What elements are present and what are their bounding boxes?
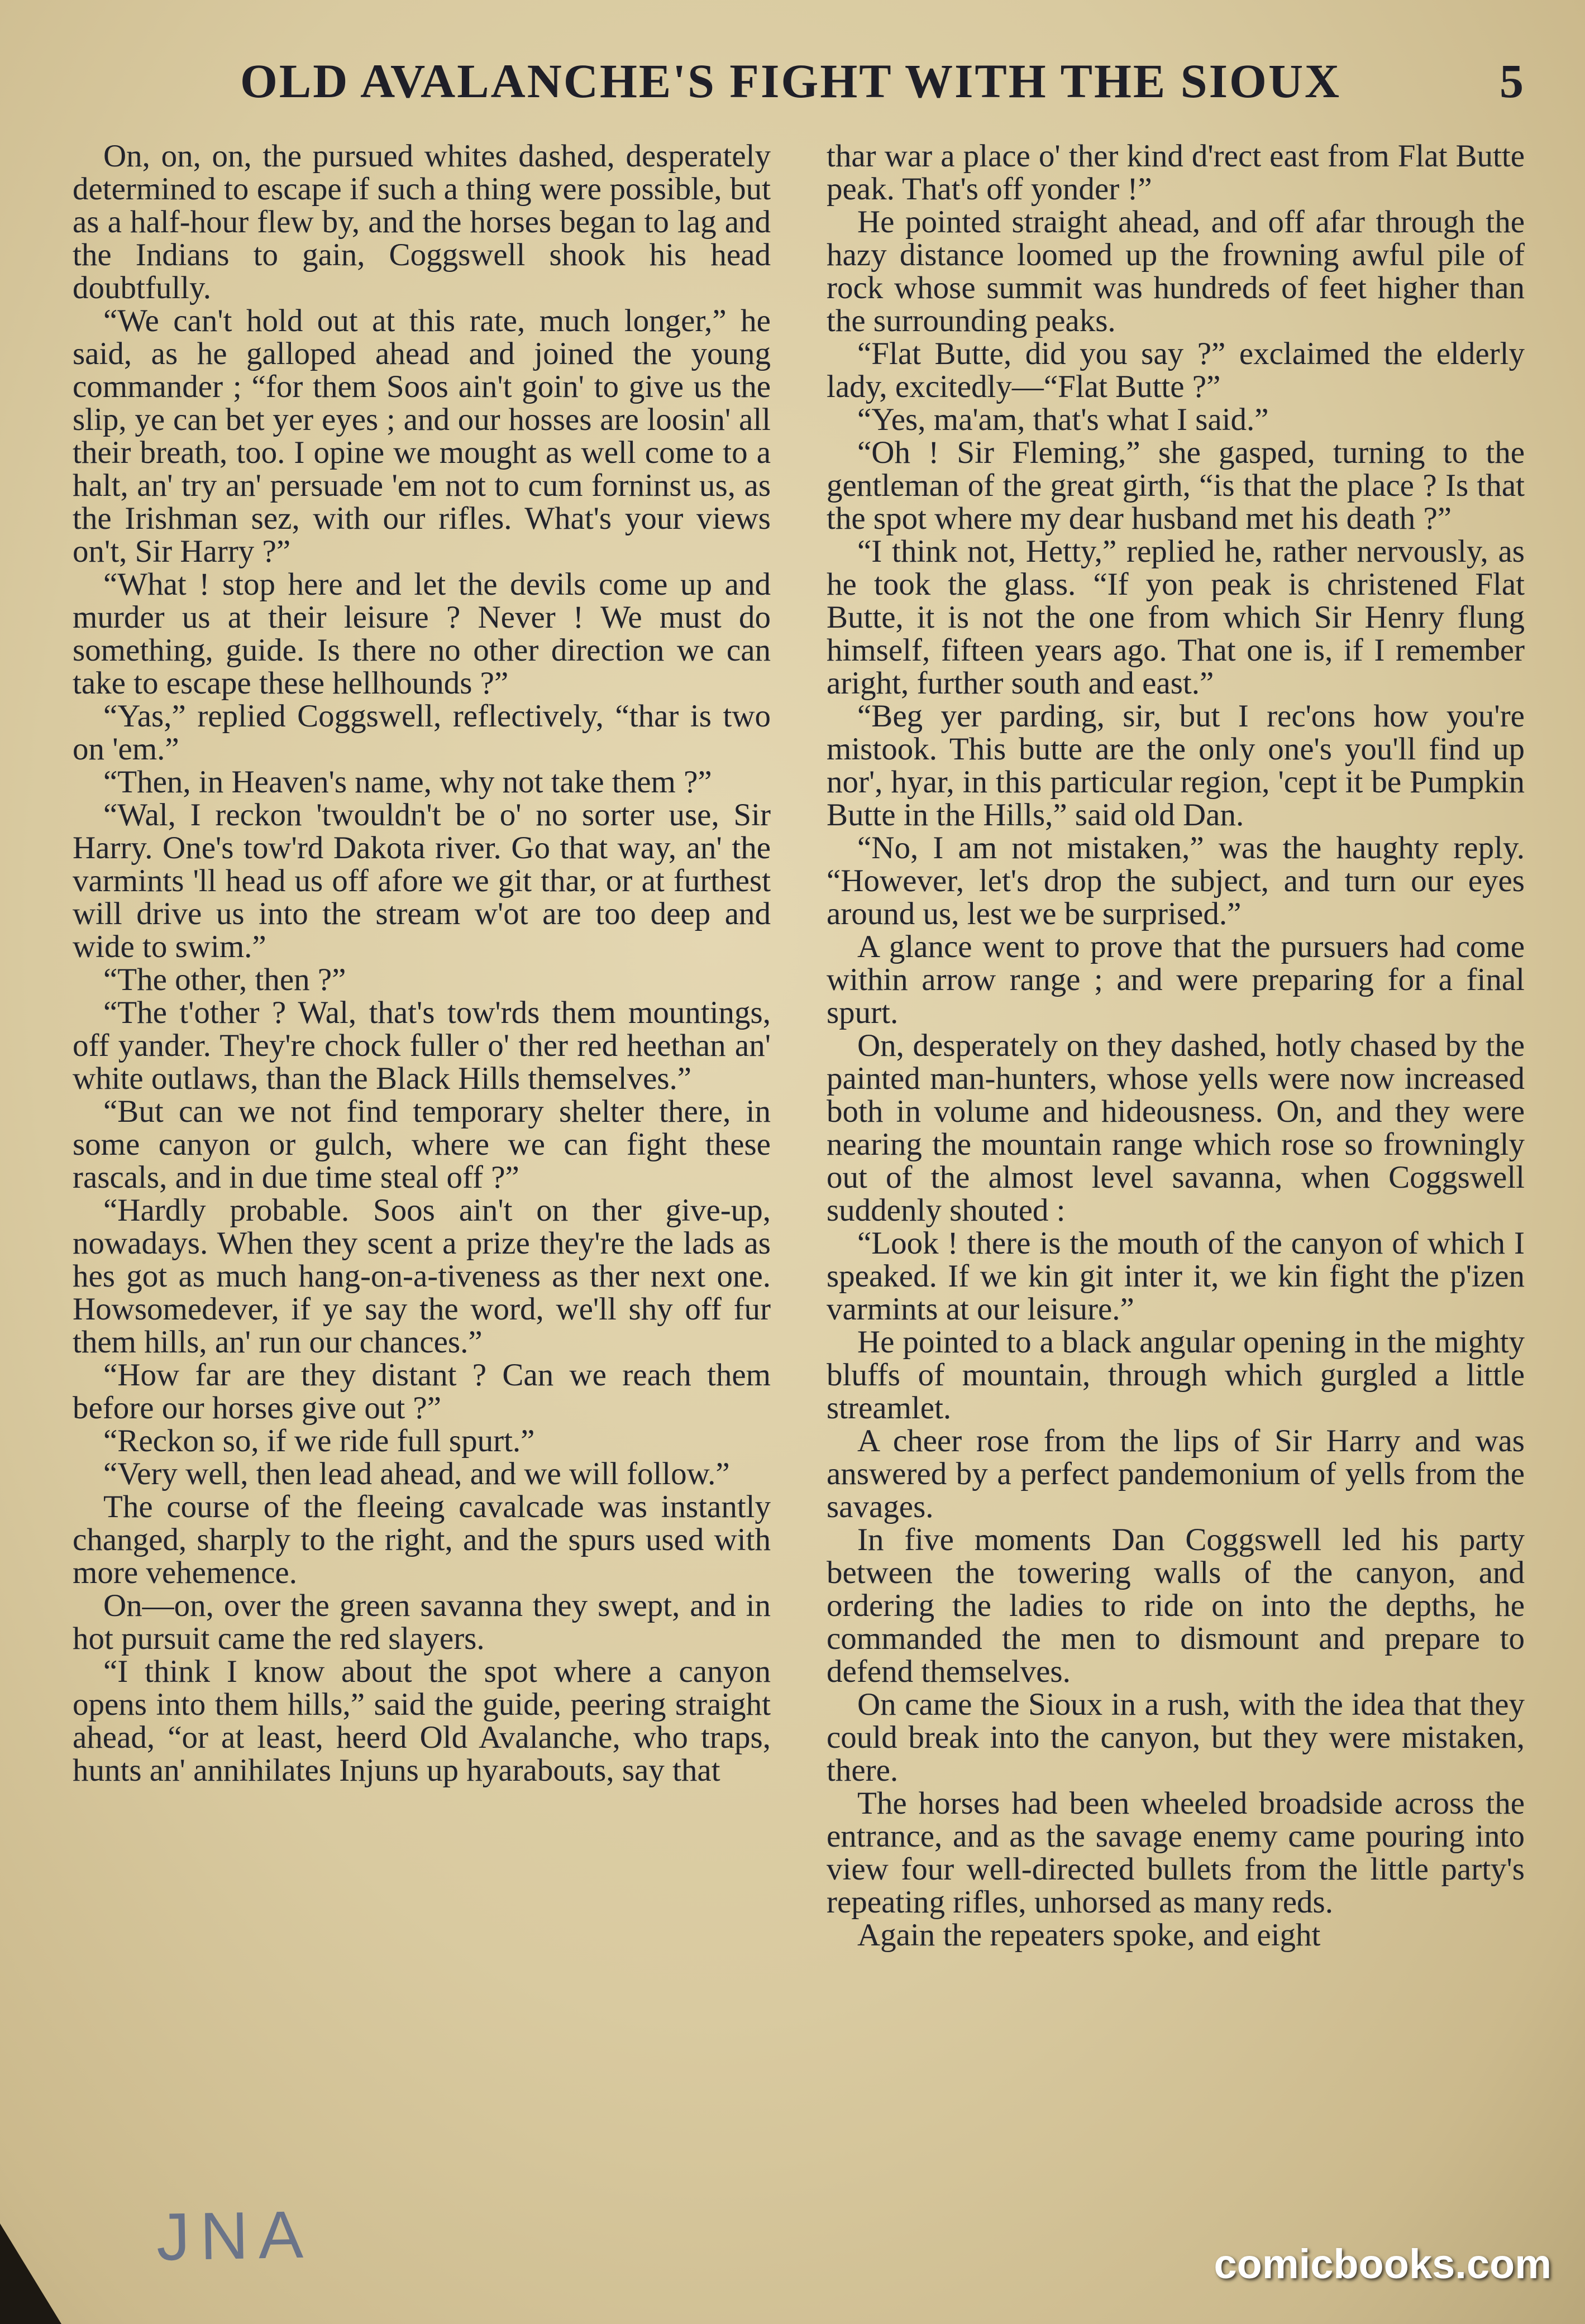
paragraph: “Wal, I reckon 'twouldn't be o' no sorter use, Sir Harry. One's tow'rd Dakota river. Go that way, an' the varmints 'll head us off afore we git thar, or at furthest will drive us into the stream w'ot are too deep and wide to swim.” — [73, 797, 771, 964]
paragraph: “Hardly probable. Soos ain't on ther give-up, nowadays. When they scent a prize they're the lads as hes got as much hang-on-a-tiveness as ther next one. Howsomedever, if ye say the word, we'll shy off fur them hills, an' run our chances.” — [73, 1193, 771, 1360]
paragraph: A cheer rose from the lips of Sir Harry and was answered by a perfect pandemonium of yells from the savages. — [827, 1423, 1525, 1524]
paragraph: A glance went to prove that the pursuers had come within arrow range ; and were preparing for a final spurt. — [827, 929, 1525, 1030]
left-column — [73, 140, 771, 1787]
paragraph: “No, I am not mistaken,” was the haughty reply. “However, let's drop the subject, and turn our eyes around us, lest we be surprised.” — [827, 830, 1525, 931]
paragraph: “How far are they distant ? Can we reach them before our horses give out ?” — [73, 1357, 771, 1426]
ink-stamp: JNA — [155, 2197, 314, 2275]
paragraph: “Reckon so, if we ride full spurt.” — [103, 1423, 535, 1459]
paragraph: He pointed straight ahead, and off afar through the hazy distance loomed up the frowning awful pile of rock whose summit was hundreds of feet higher than the surrounding peaks. — [827, 204, 1525, 338]
paragraph: “The t'other ? Wal, that's tow'rds them mountings, off yander. They're chock fuller o' ther red heethan an' white outlaws, than the Black Hills themselves.” — [73, 995, 771, 1096]
paragraph: “Beg yer parding, sir, but I rec'ons how you're mistook. This butte are the only one's you'll find up nor', hyar, in this particular region, 'cept it be Pumpkin Butte in the Hills,” said old Dan. — [827, 699, 1525, 833]
paragraph: “Then, in Heaven's name, why not take them ?” — [103, 764, 712, 800]
paragraph: “I think I know about the spot where a canyon opens into them hills,” said the guide, peering straight ahead, “or at least, heerd Old Avalanche, who traps, hunts an' annihilates Injuns up hyarabouts, say that — [73, 1654, 771, 1788]
paragraph: “The other, then ?” — [103, 962, 346, 997]
paragraph: The course of the fleeing cavalcade was instantly changed, sharply to the right, and the spurs used with more vehemence. — [73, 1489, 771, 1590]
paragraph: “Oh ! Sir Fleming,” she gasped, turning to the gentleman of the great girth, “is that the place ? Is that the spot where my dear husband met his death ?” — [827, 435, 1525, 536]
page-number: 5 — [1500, 54, 1524, 108]
paragraph: On, desperately on they dashed, hotly chased by the painted man-hunters, whose yells were now increased both in volume and hideousness. On, and they were nearing the mountain range which rose so frowningly out of the almost level savanna, when Coggswell suddenly shouted : — [827, 1028, 1525, 1228]
site-watermark: comicbooks.com — [1214, 2241, 1551, 2287]
paragraph: On came the Sioux in a rush, with the idea that they could break into the canyon, but they were mistaken, there. — [827, 1687, 1525, 1788]
paragraph: “Look ! there is the mouth of the canyon of which I speaked. If we kin git inter it, we kin fight the p'izen varmints at our leisure.” — [827, 1226, 1525, 1327]
paragraph: “Very well, then lead ahead, and we will follow.” — [103, 1456, 730, 1491]
paragraph: “But can we not find temporary shelter there, in some canyon or gulch, where we can fight these rascals, and in due time steal off ?” — [73, 1094, 771, 1195]
paragraph: He pointed to a black angular opening in the mighty bluffs of mountain, through which gurgled a little streamlet. — [827, 1324, 1525, 1426]
paragraph: On, on, on, the pursued whites dashed, desperately determined to escape if such a thing were possible, but as a half-hour flew by, and the horses began to lag and the Indians to gain, Coggswell shook his head doubtfully. — [73, 138, 771, 305]
paragraph: The horses had been wheeled broadside across the entrance, and as the savage enemy came pouring into view four well-directed bullets from the little party's repeating rifles, unhorsed as many reds. — [827, 1786, 1525, 1920]
paragraph: “Yas,” replied Coggswell, reflectively, “thar is two on 'em.” — [73, 699, 771, 767]
paragraph: “I think not, Hetty,” replied he, rather nervously, as he took the glass. “If yon peak is christened Flat Butte, it is not the one from which Sir Henry flung himself, fifteen years ago. That one is, if I remember aright, further south and east.” — [827, 534, 1525, 701]
page-corner-shadow — [0, 2223, 61, 2324]
paragraph: In five moments Dan Coggswell led his party between the towering walls of the canyon, and ordering the ladies to ride on into the depths, he commanded the men to dismount and prepare to defend themselves. — [827, 1522, 1525, 1689]
paragraph: On—on, over the green savanna they swept, and in hot pursuit came the red slayers. — [73, 1588, 771, 1656]
running-title: OLD AVALANCHE'S FIGHT WITH THE SIOUX — [240, 54, 1341, 108]
paragraph: “What ! stop here and let the devils come up and murder us at their leisure ? Never ! We must do something, guide. Is there no other direction we can take to escape these hellhounds ?” — [73, 567, 771, 701]
right-column — [827, 140, 1525, 1952]
paragraph-continued: thar war a place o' ther kind d'rect east from Flat Butte peak. That's off yonder !” — [827, 138, 1525, 207]
paragraph: “Flat Butte, did you say ?” exclaimed the elderly lady, excitedly—“Flat Butte ?” — [827, 336, 1525, 404]
paragraph: “We can't hold out at this rate, much longer,” he said, as he galloped ahead and joined the young commander ; “for them Soos ain't goin' to give us the slip, ye can bet yer eyes ; and our hosses are loosin' all their breath, too. I opine we mought as well come to a halt, an' try an' persuade 'em not to cum forninst us, as the Irishman sez, with our rifles. What's your views on't, Sir Harry ?” — [73, 303, 771, 569]
paragraph: “Yes, ma'am, that's what I said.” — [857, 402, 1269, 437]
paragraph: Again the repeaters spoke, and eight — [857, 1917, 1321, 1953]
page-header — [73, 53, 1535, 114]
